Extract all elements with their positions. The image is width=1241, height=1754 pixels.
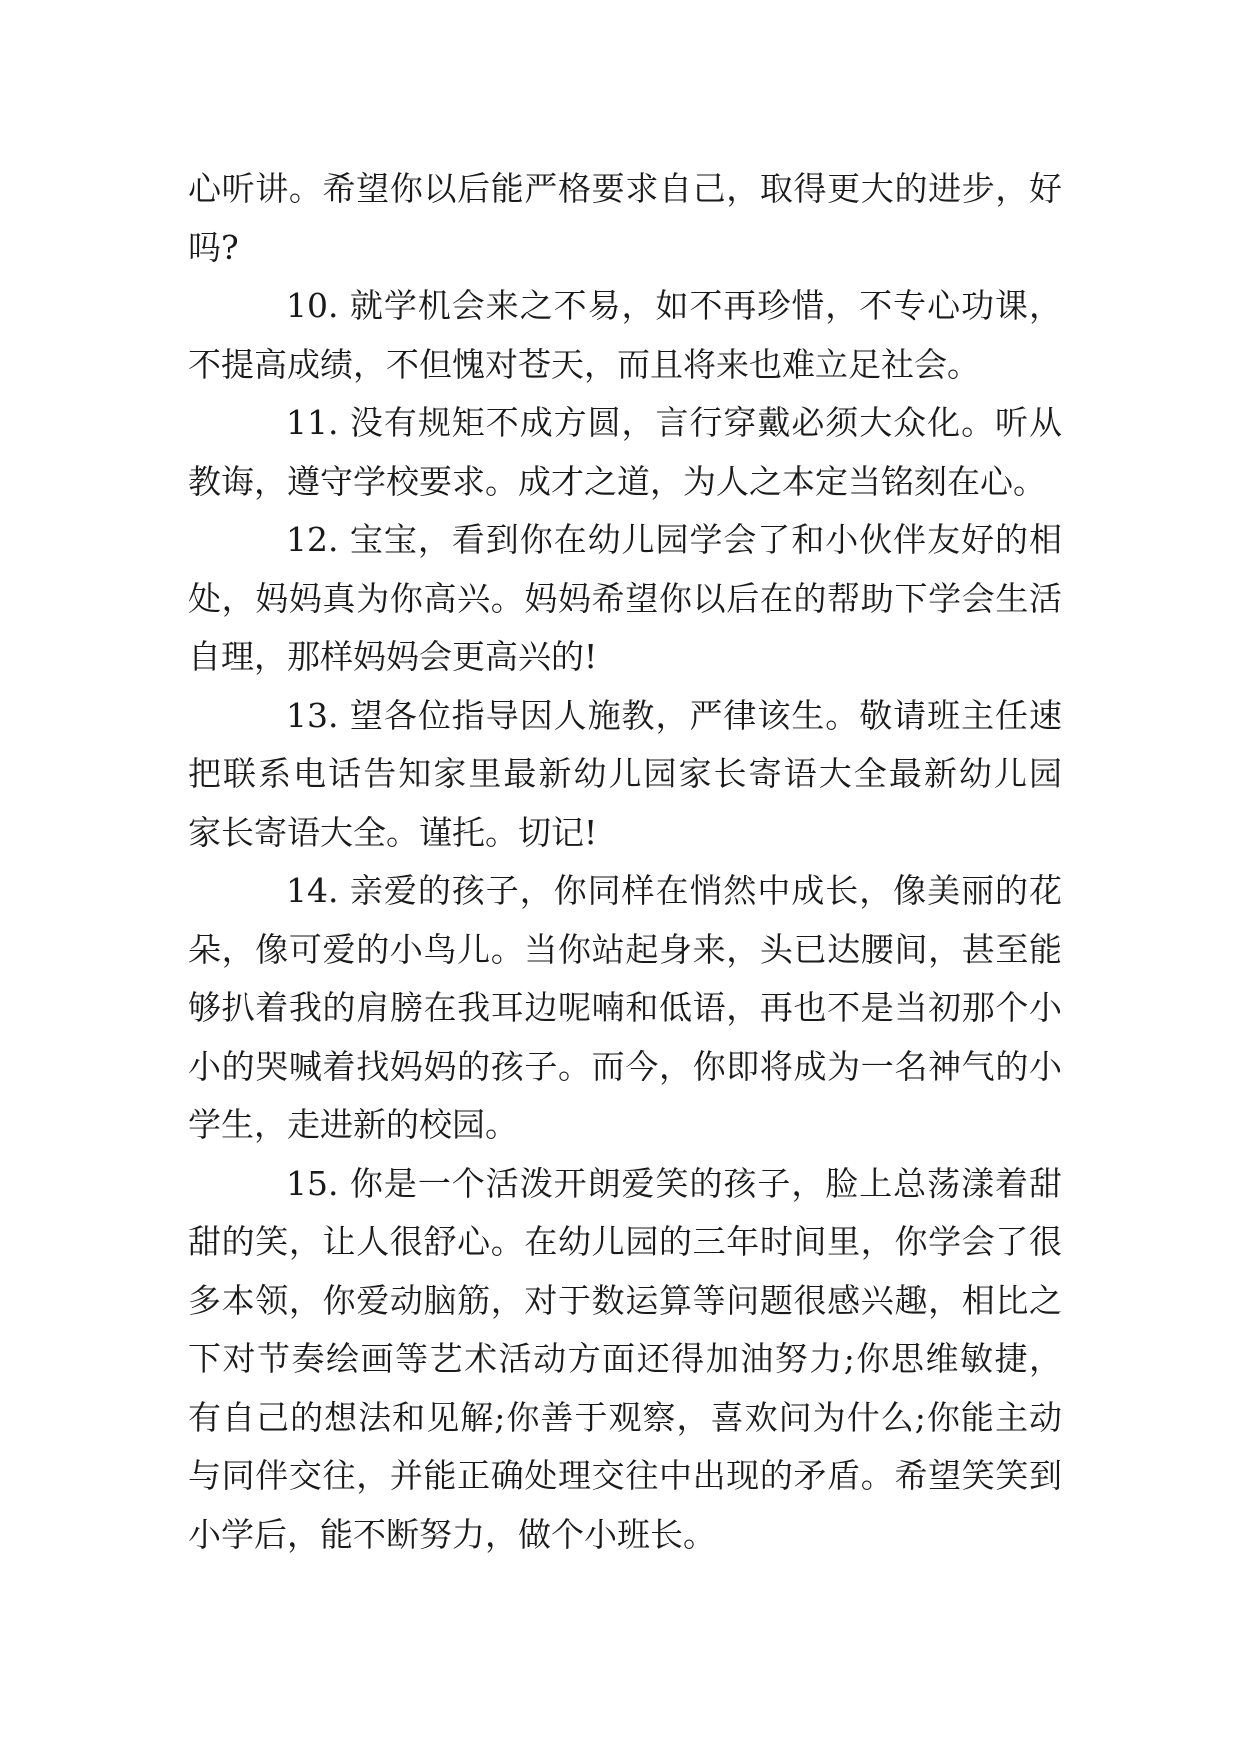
text-line: 下对节奏绘画等艺术活动方面还得加油努力;你思维敏捷， xyxy=(188,1339,1062,1378)
text-line: 朵，像可爱的小鸟儿。当你站起身来，头已达腰间，甚至能 xyxy=(188,929,1062,969)
paragraph-11 xyxy=(188,394,1062,511)
text-line: 不提高成绩，不但愧对苍天，而且将来也难立足社会。 xyxy=(188,344,980,384)
text-line: 14. 亲爱的孩子，你同样在悄然中成长，像美丽的花 xyxy=(286,871,1062,910)
text-line: 吗? xyxy=(188,227,239,267)
text-line: 甜的笑，让人很舒心。在幼儿园的三年时间里，你学会了很 xyxy=(188,1222,1062,1261)
document-page xyxy=(188,160,1062,1564)
text-line: 与同伴交往，并能正确处理交往中出现的矛盾。希望笑笑到 xyxy=(188,1456,1062,1495)
text-line: 教诲，遵守学校要求。成才之道，为人之本定当铭刻在心。 xyxy=(188,461,1046,501)
text-line: 把联系电话告知家里最新幼儿园家长寄语大全最新幼儿园 xyxy=(188,754,1062,793)
text-line: 学生，走进新的校园。 xyxy=(188,1105,518,1144)
text-line: 小学后，能不断努力，做个小班长。 xyxy=(188,1514,716,1554)
text-line: 自理，那样妈妈会更高兴的! xyxy=(188,637,598,676)
text-line: 11. 没有规矩不成方圆，言行穿戴必须大众化。听从 xyxy=(286,403,1062,442)
paragraph-14 xyxy=(188,862,1062,1155)
text-line: 15. 你是一个活泼开朗爱笑的孩子，脸上总荡漾着甜 xyxy=(286,1163,1062,1203)
text-line: 够扒着我的肩膀在我耳边呢喃和低语，再也不是当初那个小 xyxy=(188,988,1062,1027)
paragraph-13 xyxy=(188,687,1062,863)
paragraph-continued xyxy=(188,160,1062,277)
paragraph-12 xyxy=(188,511,1062,687)
text-line: 心听讲。希望你以后能严格要求自己，取得更大的进步，好 xyxy=(188,169,1062,208)
paragraph-15 xyxy=(188,1155,1062,1565)
text-line: 10. 就学机会来之不易，如不再珍惜，不专心功课， xyxy=(286,286,1062,325)
text-line: 12. 宝宝，看到你在幼儿园学会了和小伙伴友好的相 xyxy=(286,520,1062,559)
text-line: 家长寄语大全。谨托。切记! xyxy=(188,812,598,852)
text-line: 多本领，你爱动脑筋，对于数运算等问题很感兴趣，相比之 xyxy=(188,1280,1062,1320)
text-line: 13. 望各位指导因人施教，严律该生。敬请班主任速 xyxy=(286,695,1062,735)
text-line: 处，妈妈真为你高兴。妈妈希望你以后在的帮助下学会生活 xyxy=(188,578,1062,618)
paragraph-10 xyxy=(188,277,1062,394)
text-line: 有自己的想法和见解;你善于观察，喜欢问为什么;你能主动 xyxy=(188,1397,1062,1437)
text-line: 小的哭喊着找妈妈的孩子。而今，你即将成为一名神气的小 xyxy=(188,1046,1062,1086)
